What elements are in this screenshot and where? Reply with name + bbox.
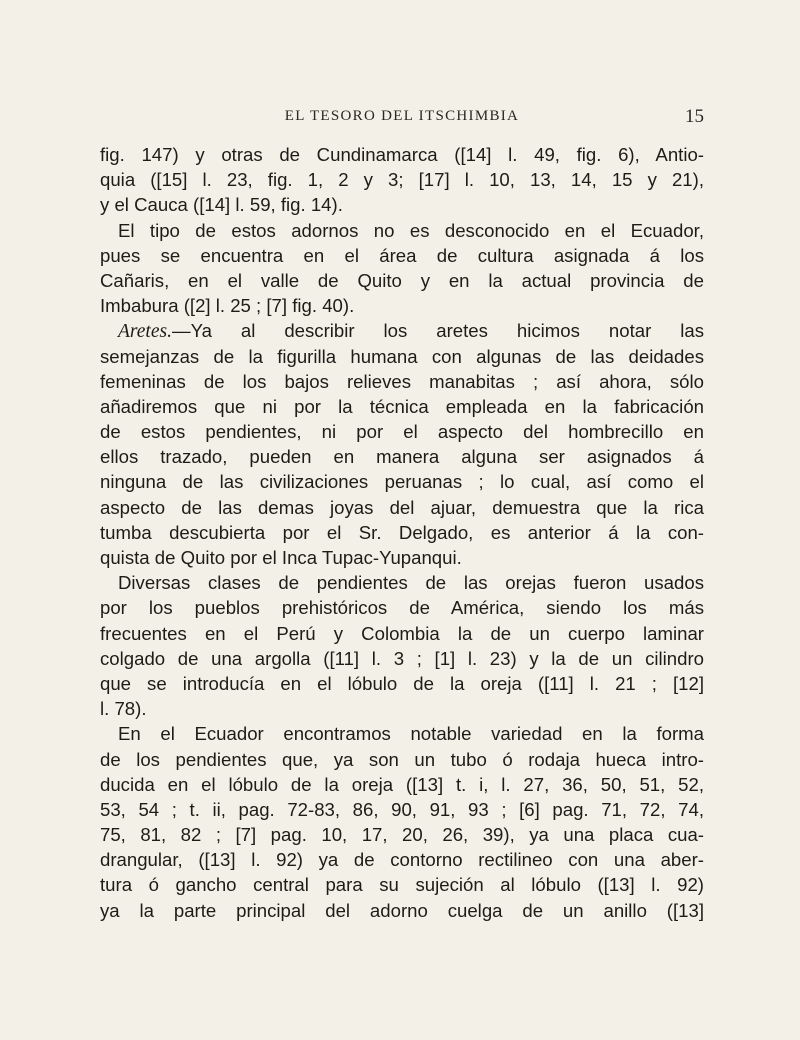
text-line: tumba descubierta por el Sr. Delgado, es anterior á la con-: [100, 521, 704, 543]
text-line: drangular, ([13] l. 92) ya de contorno rectilineo con una aber-: [100, 849, 704, 871]
text-line: colgado de una argolla ([11] l. 3 ; [1] l. 23) y la de un cilindro: [100, 647, 704, 669]
text-line: 53, 54 ; t. ii, pag. 72-83, 86, 90, 91, 93 ; [6] pag. 71, 72, 74,: [100, 798, 704, 820]
text-line-with-heading: [100, 318, 704, 343]
section-heading: Aretes.: [118, 321, 172, 343]
text-line: tura ó gancho central para su sujeción al lóbulo ([13] l. 92): [100, 874, 704, 896]
text-line: Cañaris, en el valle de Quito y en la actual provincia de: [100, 269, 704, 291]
text-line: por los pueblos prehistóricos de América, siendo los más: [100, 597, 704, 619]
text-line: 75, 81, 82 ; [7] pag. 10, 17, 20, 26, 39), ya una placa cua-: [100, 824, 704, 846]
text-line: aspecto de las demas joyas del ajuar, demuestra que la rica: [100, 496, 704, 518]
text-line: En el Ecuador encontramos notable variedad en la forma: [118, 723, 704, 745]
text-line: frecuentes en el Perú y Colombia la de un cuerpo laminar: [100, 622, 704, 644]
text-line: pues se encuentra en el área de cultura asignada á los: [100, 244, 704, 266]
text-line-rest: —Ya al describir los aretes hicimos notar las: [171, 320, 704, 342]
text-line: femeninas de los bajos relieves manabitas ; así ahora, sólo: [100, 370, 704, 392]
body-text: [100, 142, 704, 923]
text-line: l. 78).: [100, 698, 147, 720]
text-line: ninguna de las civilizaciones peruanas ; lo cual, así como el: [100, 471, 704, 493]
page-number: 15: [685, 106, 704, 127]
text-line: que se introducía en el lóbulo de la oreja ([11] l. 21 ; [12]: [100, 672, 704, 694]
text-line: fig. 147) y otras de Cundinamarca ([14] l. 49, fig. 6), Antio-: [100, 144, 704, 165]
text-line: Diversas clases de pendientes de las orejas fueron usados: [118, 572, 704, 594]
text-line: de los pendientes que, ya son un tubo ó rodaja hueca intro-: [100, 748, 704, 770]
text-line: ellos trazado, pueden en manera alguna ser asignados á: [100, 446, 704, 468]
text-line: ya la parte principal del adorno cuelga de un anillo ([13]: [100, 899, 704, 921]
text-line: añadiremos que ni por la técnica empleada en la fabricación: [100, 395, 704, 417]
text-line: quia ([15] l. 23, fig. 1, 2 y 3; [17] l. 10, 13, 14, 15 y 21),: [100, 169, 704, 191]
text-line: ducida en el lóbulo de la oreja ([13] t. i, l. 27, 36, 50, 51, 52,: [100, 773, 704, 795]
text-line: El tipo de estos adornos no es desconocido en el Ecuador,: [118, 219, 704, 241]
text-line: semejanzas de la figurilla humana con algunas de las deidades: [100, 345, 704, 367]
text-line: y el Cauca ([14] l. 59, fig. 14).: [100, 194, 343, 216]
page-header: [100, 106, 704, 132]
text-line: quista de Quito por el Inca Tupac-Yupanqui.: [100, 547, 462, 568]
text-line: Imbabura ([2] l. 25 ; [7] fig. 40).: [100, 295, 355, 317]
text-line: de estos pendientes, ni por el aspecto del hombrecillo en: [100, 421, 704, 443]
running-title: EL TESORO DEL ITSCHIMBIA: [284, 108, 520, 124]
